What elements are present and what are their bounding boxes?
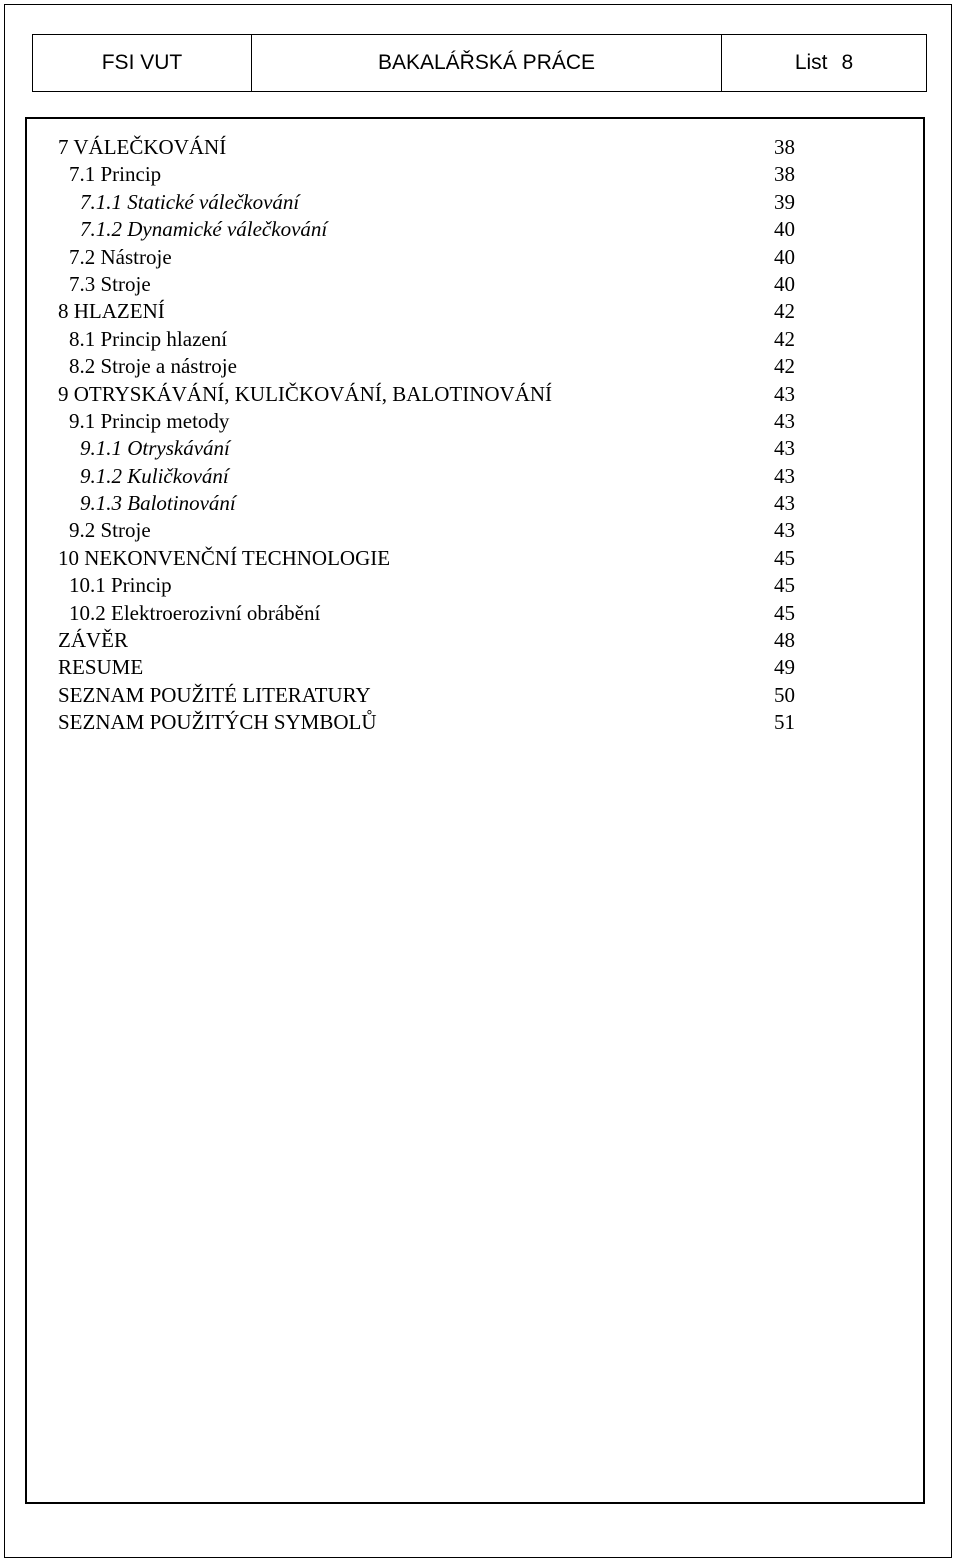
toc-entry-title: 7.1.2 Dynamické válečkování <box>80 217 328 242</box>
toc-entry[interactable] <box>58 161 818 188</box>
toc-entry-title: 7 VÁLEČKOVÁNÍ <box>58 135 227 159</box>
toc-entry-page: 45 <box>774 545 795 570</box>
header-list-label: List <box>794 51 828 74</box>
toc-entry-page: 42 <box>774 354 795 379</box>
toc-entry-page: 38 <box>774 162 795 187</box>
toc-entry[interactable] <box>58 244 818 271</box>
header-institution: FSI VUT <box>33 35 252 91</box>
toc-entry-title: 9.1 Princip metody <box>69 408 230 433</box>
toc-entry-page: 42 <box>774 299 795 324</box>
toc-entry-page: 40 <box>774 217 795 242</box>
toc-entry-title: RESUME <box>58 655 144 680</box>
toc-entry-page: 43 <box>774 436 795 461</box>
toc-entry[interactable] <box>58 545 818 572</box>
header-list-number: 8 <box>841 51 854 74</box>
toc-entry-title: SEZNAM POUŽITÝCH SYMBOLŮ <box>58 710 377 735</box>
toc-entry[interactable] <box>58 463 818 490</box>
toc-entry[interactable] <box>58 682 818 709</box>
toc-entry[interactable] <box>58 709 818 736</box>
toc-entry-title: 7.1 Princip <box>69 162 162 187</box>
toc-entry[interactable] <box>58 435 818 462</box>
page-header <box>32 34 927 92</box>
toc-entry[interactable] <box>58 189 818 216</box>
toc-entry-title: 9.2 Stroje <box>69 518 151 543</box>
toc-entry-page: 43 <box>774 408 795 433</box>
toc-entry-page: 38 <box>774 135 795 159</box>
toc-entry[interactable] <box>58 572 818 599</box>
toc-entry-page: 43 <box>774 491 795 516</box>
toc-entry[interactable] <box>58 381 818 408</box>
toc-entry-title: 10.2 Elektroerozivní obrábění <box>69 600 321 625</box>
toc-entry-title: ZÁVĚR <box>58 628 128 653</box>
toc-entry[interactable] <box>58 216 818 243</box>
toc-entry[interactable] <box>58 490 818 517</box>
toc-entry[interactable] <box>58 353 818 380</box>
toc-entry-title: 9 OTRYSKÁVÁNÍ, KULIČKOVÁNÍ, BALOTINOVÁNÍ <box>58 381 553 406</box>
toc-entry[interactable] <box>58 517 818 544</box>
toc-entry[interactable] <box>58 600 818 627</box>
toc-entry-title: 7.2 Nástroje <box>69 244 172 269</box>
toc-entry-page: 43 <box>774 518 795 543</box>
table-of-contents <box>58 134 818 737</box>
toc-entry-page: 49 <box>774 655 795 680</box>
toc-entry-page: 45 <box>774 600 795 625</box>
toc-entry-title: 7.1.1 Statické válečkování <box>80 189 300 214</box>
header-list <box>722 35 926 91</box>
toc-entry-title: SEZNAM POUŽITÉ LITERATURY <box>58 682 371 707</box>
toc-entry[interactable] <box>58 408 818 435</box>
toc-entry-title: 9.1.1 Otryskávání <box>80 436 230 461</box>
toc-entry-title: 10 NEKONVENČNÍ TECHNOLOGIE <box>58 545 391 570</box>
toc-entry-title: 8.2 Stroje a nástroje <box>69 354 237 379</box>
toc-entry-page: 43 <box>774 463 795 488</box>
toc-entry-title: 10.1 Princip <box>69 573 172 598</box>
toc-entry-page: 50 <box>774 682 795 707</box>
toc-entry-title: 7.3 Stroje <box>69 271 151 296</box>
toc-entry-title: 8.1 Princip hlazení <box>69 326 228 351</box>
toc-entry-page: 51 <box>774 710 795 735</box>
toc-entry[interactable] <box>58 298 818 325</box>
toc-entry-page: 48 <box>774 628 795 653</box>
header-doc-type: BAKALÁŘSKÁ PRÁCE <box>252 35 722 91</box>
toc-entry[interactable] <box>58 654 818 681</box>
toc-entry[interactable] <box>58 326 818 353</box>
toc-entry-title: 8 HLAZENÍ <box>58 299 165 324</box>
toc-entry-page: 45 <box>774 573 795 598</box>
toc-entry[interactable] <box>58 271 818 298</box>
toc-entry-page: 42 <box>774 326 795 351</box>
toc-entry-page: 40 <box>774 244 795 269</box>
toc-entry-title: 9.1.3 Balotinování <box>80 491 236 516</box>
toc-entry-page: 40 <box>774 271 795 296</box>
toc-entry[interactable] <box>58 627 818 654</box>
toc-entry-page: 39 <box>774 189 795 214</box>
toc-entry[interactable] <box>58 134 818 161</box>
toc-entry-page: 43 <box>774 381 795 406</box>
toc-entry-title: 9.1.2 Kuličkování <box>80 463 229 488</box>
